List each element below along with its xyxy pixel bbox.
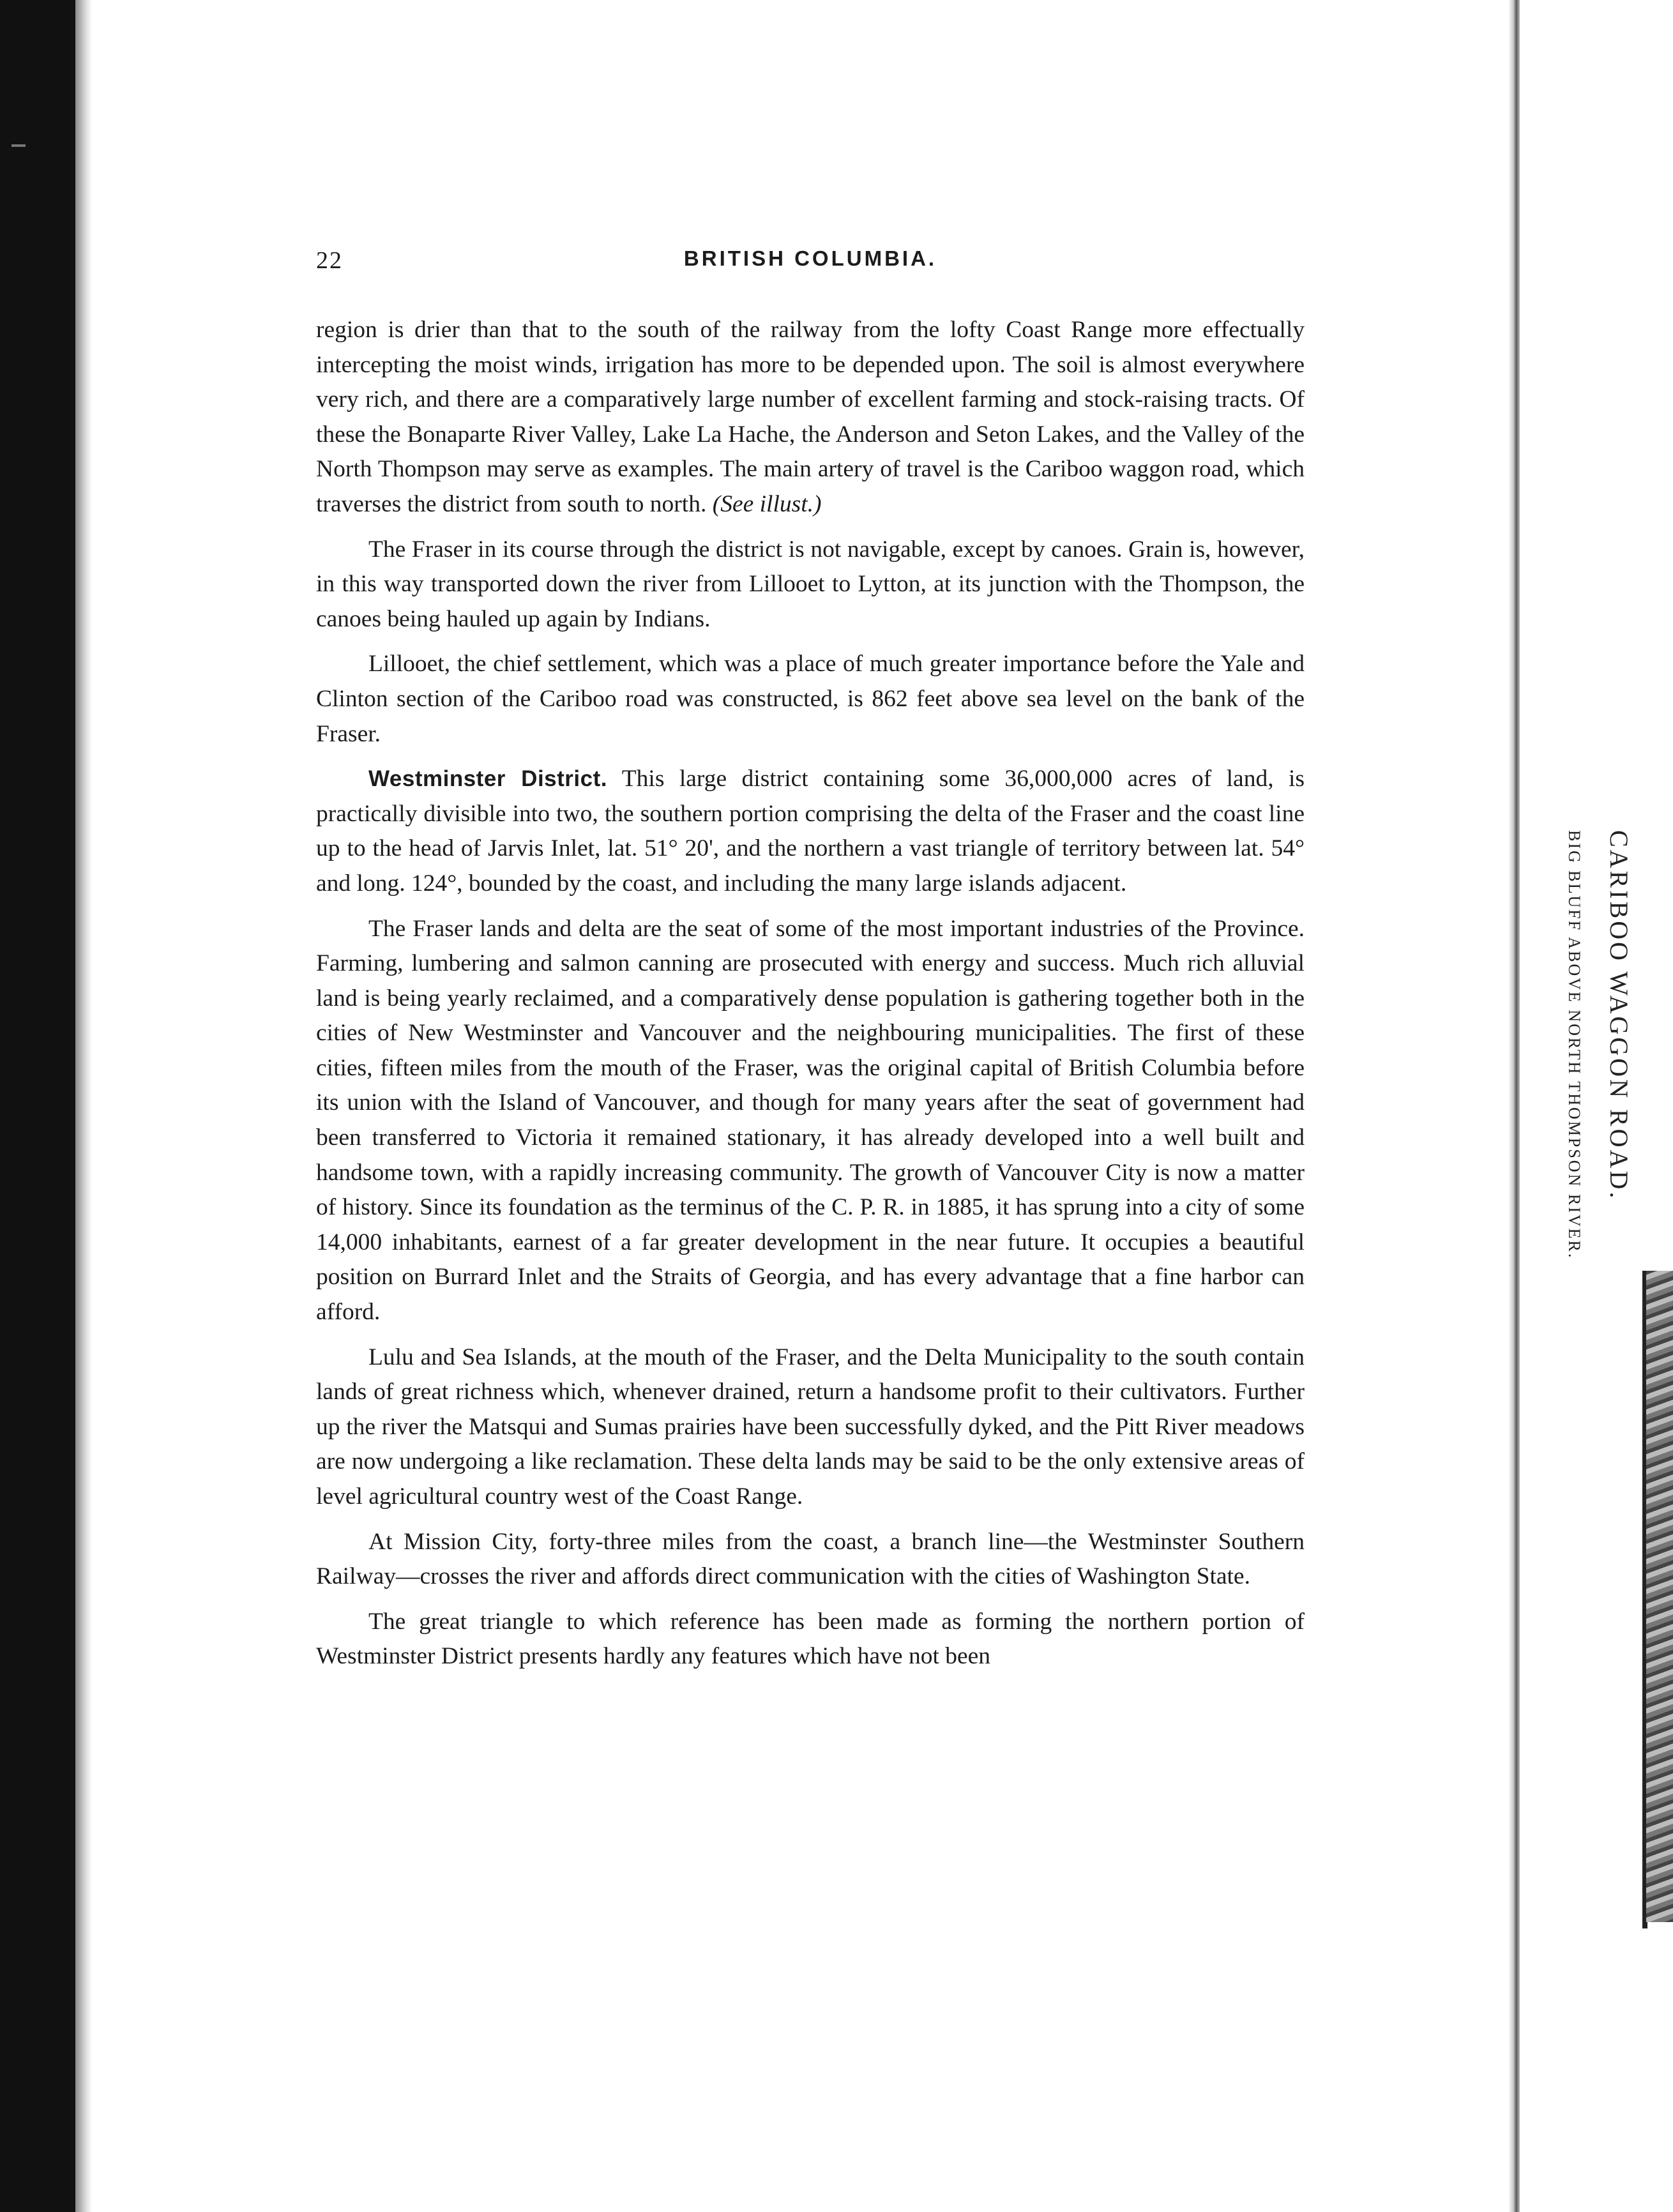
facing-plate-illustration [1646, 1271, 1673, 1922]
page-edge-shadow [75, 0, 92, 2212]
body-text [316, 313, 1305, 1685]
paragraph-3: Lillooet, the chief settlement, which was a place of much greater importance before the Yale and Clinton section of the Cariboo road was constructed, is 862 feet above sea level on the bank of the Fraser. [316, 651, 1305, 747]
illustration-reference: (See illust.) [712, 490, 822, 517]
paragraph-4 [316, 762, 1305, 901]
scan-mark [11, 144, 26, 147]
book-gutter [1508, 0, 1520, 2212]
paragraph-6: Lulu and Sea Islands, at the mouth of the Fraser, and the Delta Municipality to the south contain lands of great richness which, whenever drained, return a handsome profit to their cultivators. Further up the river the Matsqui and Sumas prairies have been successfully dyked, and the Pitt River meadows are now undergoing a like reclamation. These delta lands may be said to be the only extensive areas of level agricultural country west of the Coast Range. [316, 1344, 1305, 1510]
page-number: 22 [316, 247, 343, 274]
paragraph-8: The great triangle to which reference has been made as forming the northern portion of Westminster District presents hardly any features which have not been [316, 1608, 1305, 1670]
running-head [316, 246, 1305, 285]
paragraph-5: The Fraser lands and delta are the seat of some of the most important industries of the Province. Farming, lumbering and salmon canning are prosecuted with energy and success. Much rich alluvial land is being yearly reclaimed, and a comparatively dense population is gathering together both in the cities of New Westminster and Vancouver and the neighbouring municipalities. The first of these cities, fifteen miles from the mouth of the Fraser, was the original capital of British Columbia before its union with the Island of Vancouver, and though for many years after the seat of government had been transferred to Victoria it remained stationary, it has already developed into a well built and handsome town, with a rapidly increasing community. The growth of Vancouver City is now a matter of history. Since its foundation as the terminus of the C. P. R. in 1885, it has sprung into a city of some 14,000 inhabitants, earnest of a far greater development in the near future. It occupies a beautiful position on Burrard Inlet and the Straits of Georgia, and has every advantage that a fine harbor can afford. [316, 915, 1305, 1326]
plate-caption-subtitle: BIG BLUFF ABOVE NORTH THOMPSON RIVER. [1565, 830, 1584, 1260]
section-heading: Westminster District. [368, 766, 607, 792]
scan-left-margin [0, 0, 75, 2212]
paragraph-2: The Fraser in its course through the district is not navigable, except by canoes. Grain is, however, in this way transported down the river from Lillooet to Lytton, at its junction with the Thompson, the canoes being hauled up again by Indians. [316, 536, 1305, 632]
running-title: BRITISH COLUMBIA. [683, 246, 937, 270]
paragraph-text: This large district containing some 36,000,000 acres of land, is practically divisible into two, the southern portion comprising the delta of the Fraser and the coast line up to the head of Jarvis Inlet, lat. 51° 20', and the northern a vast triangle of territory between lat. 54° and long. 124°, bounded by the coast, and including the many large islands adjacent. [316, 766, 1305, 897]
plate-caption-title: CARIBOO WAGGON ROAD. [1605, 830, 1633, 1201]
paragraph-1 [316, 313, 1305, 522]
paragraph-text: region is drier than that to the south of the railway from the lofty Coast Range more effectually intercepting the moist winds, irrigation has more to be depended upon. The soil is almost everywhere very rich, and there are a comparatively large number of excellent farming and stock-raising tracts. Of these the Bonaparte River Valley, Lake La Hache, the Anderson and Seton Lakes, and the Valley of the North Thompson may serve as examples. The main artery of travel is the Cariboo waggon road, which traverses the district from south to north. [316, 317, 1305, 517]
paragraph-7: At Mission City, forty-three miles from the coast, a branch line—the Westminster Southern Railway—crosses the river and affords direct communication with the cities of Washington State. [316, 1528, 1305, 1590]
plate-caption [1526, 830, 1660, 1309]
